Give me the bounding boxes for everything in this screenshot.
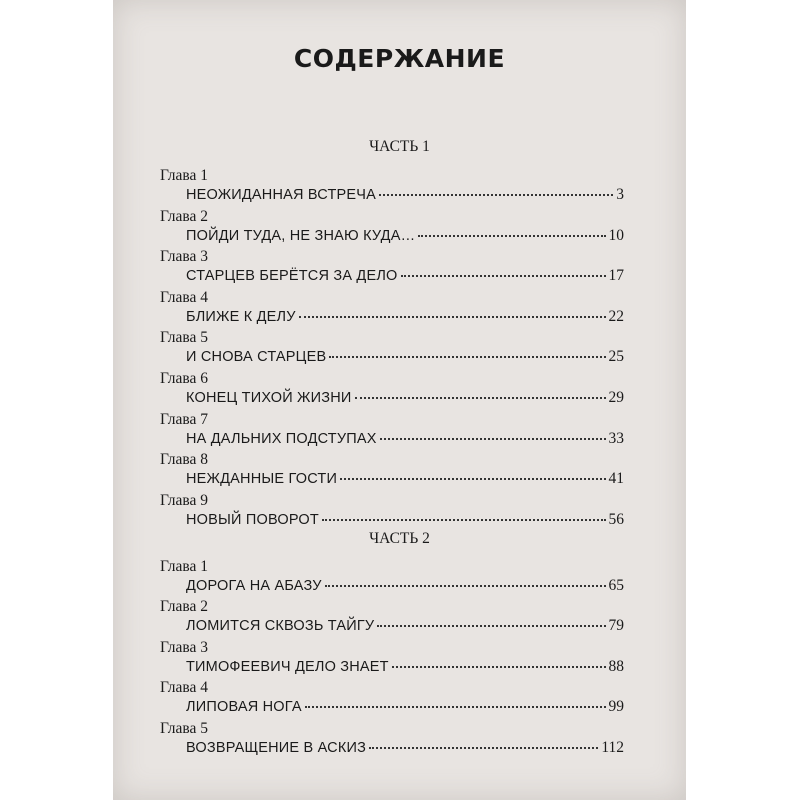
chapter-label: Глава 1 [160,167,209,184]
chapter-page-number: 56 [608,510,624,528]
toc-entry [113,167,686,207]
chapter-title: ПОЙДИ ТУДА, НЕ ЗНАЮ КУДА… [186,227,416,244]
chapter-label: Глава 2 [160,207,209,225]
part-heading: ЧАСТЬ 2 [369,530,430,547]
chapter-page-number: 65 [608,577,624,594]
chapter-title: ЛОМИТСЯ СКВОЗЬ ТАЙГУ [186,618,375,635]
toc-entry [113,329,686,369]
chapter-title: ВОЗВРАЩЕНИЕ В АСКИЗ [186,739,367,756]
chapter-title: ЛИПОВАЯ НОГА [186,699,302,716]
chapter-page-number: 99 [608,698,624,716]
chapter-page-number: 3 [616,186,624,203]
toc-entry [113,411,686,451]
chapter-row [186,430,624,448]
chapter-row [186,698,624,716]
chapter-label: Глава 8 [160,451,209,469]
dot-leader [322,519,606,521]
chapter-page-number: 79 [608,617,624,635]
chapter-row [186,511,624,529]
dot-leader [329,356,605,358]
chapter-row [186,739,624,757]
toc-entry [113,639,686,679]
dot-leader [325,585,606,587]
chapter-title: НА ДАЛЬНИХ ПОДСТУПАХ [186,430,377,447]
chapter-label: Глава 4 [160,679,209,697]
chapter-title: КОНЕЦ ТИХОЙ ЖИЗНИ [186,390,352,406]
chapter-row [186,227,624,245]
chapter-page-number: 22 [608,307,624,325]
chapter-label: Глава 4 [160,288,209,306]
chapter-row [186,267,624,285]
dot-leader [305,706,606,708]
chapter-row [186,577,624,595]
toc-entry [113,598,686,638]
chapter-page-number: 41 [608,470,624,488]
chapter-label: Глава 5 [160,329,209,347]
dot-leader [401,275,606,277]
toc-entry [113,248,686,288]
chapter-label: Глава 7 [160,410,209,428]
chapter-title: БЛИЖЕ К ДЕЛУ [186,308,296,325]
chapter-label: Глава 3 [160,248,209,266]
toc-entry [113,208,686,248]
chapter-page-number: 17 [608,267,624,285]
chapter-row [186,470,624,488]
chapter-label: Глава 6 [160,370,209,387]
chapter-row [186,389,624,407]
chapter-page-number: 29 [608,389,624,406]
chapter-label: Глава 3 [160,638,209,656]
toc-entry [113,558,686,598]
toc-entry [113,289,686,329]
dot-leader [380,438,606,440]
part-heading: ЧАСТЬ 1 [369,138,430,155]
chapter-title: НЕОЖИДАННАЯ ВСТРЕЧА [186,187,377,203]
chapter-title: ДОРОГА НА АБАЗУ [186,578,322,594]
chapter-row [186,348,624,366]
toc-entry [113,370,686,410]
dot-leader [369,747,598,749]
dot-leader [377,625,605,627]
chapter-label: Глава 9 [160,491,209,509]
page-title: СОДЕРЖАНИЕ [293,44,506,73]
toc-entry [113,679,686,719]
chapter-row [186,658,624,676]
chapter-label: Глава 1 [160,558,209,575]
dot-leader [299,316,606,318]
chapter-title: НОВЫЙ ПОВОРОТ [186,511,319,528]
chapter-page-number: 112 [601,738,624,756]
chapter-title: ТИМОФЕЕВИЧ ДЕЛО ЗНАЕТ [186,658,389,675]
chapter-page-number: 33 [608,429,624,447]
toc-entry [113,451,686,491]
chapter-title: СТАРЦЕВ БЕРЁТСЯ ЗА ДЕЛО [186,268,398,285]
dot-leader [340,478,605,480]
chapter-title: НЕЖДАННЫЕ ГОСТИ [186,471,338,488]
dot-leader [355,397,606,399]
chapter-row [186,308,624,326]
book-page [113,0,686,800]
toc-entry [113,720,686,760]
chapter-page-number: 88 [608,657,624,675]
chapter-title: И СНОВА СТАРЦЕВ [186,349,327,366]
dot-leader [392,666,606,668]
dot-leader [418,235,605,237]
chapter-page-number: 25 [608,348,624,366]
chapter-label: Глава 5 [160,719,209,737]
chapter-row [186,617,624,635]
chapter-row [186,186,624,204]
chapter-page-number: 10 [608,226,624,244]
chapter-label: Глава 2 [160,598,209,616]
toc-entry [113,492,686,532]
dot-leader [379,194,613,196]
